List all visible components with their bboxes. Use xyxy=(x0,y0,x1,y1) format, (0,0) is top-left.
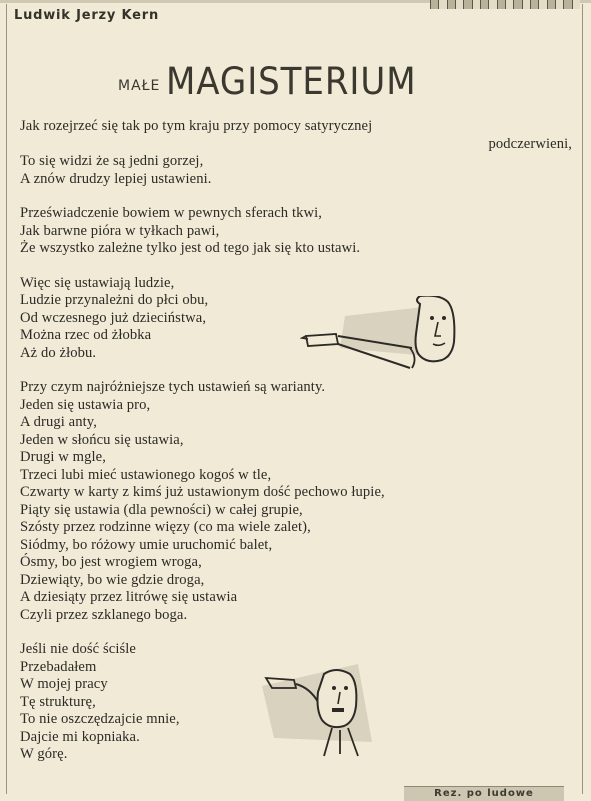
poem-line: Czwarty w karty z kimś już ustawionym dość pechowo łupie, xyxy=(20,484,385,500)
pointing-figure-illustration xyxy=(300,296,480,376)
poem-line: Szósty przez rodzinne więzy (co ma wiele zalet), xyxy=(20,519,311,535)
title-prefix: MAŁE xyxy=(118,78,161,94)
poem-line: Więc się ustawiają ludzie, xyxy=(20,274,175,291)
stanza-4 xyxy=(20,379,572,624)
poem-line: Jak barwne pióra w tyłkach pawi, xyxy=(20,222,220,239)
title-main: MAGISTERIUM xyxy=(166,60,417,103)
poem-line: Czyli przez szklanego boga. xyxy=(20,606,188,623)
poem-line: A dziesiąty przez litrówę się ustawia xyxy=(20,589,238,605)
stanza-2 xyxy=(20,205,572,258)
poem-line: Dziewiąty, bo wie gdzie droga, xyxy=(20,571,205,588)
poem-line: A drugi anty, xyxy=(20,414,97,430)
poem-line: podczerwieni, xyxy=(488,135,572,152)
poem-line: Ósmy, bo jest wrogiem wroga, xyxy=(20,554,202,570)
stanza-1 xyxy=(20,118,572,188)
poem-line: Jeden się ustawia pro, xyxy=(20,396,151,413)
poem-line: Jeden w słońcu się ustawia, xyxy=(20,431,184,448)
poem-line: Można rzec od żłobka xyxy=(20,327,152,343)
poem-line: Siódmy, bo różowy umie uruchomić balet, xyxy=(20,536,273,553)
poem-line: Dajcie mi kopniaka. xyxy=(20,728,140,745)
upward-pointing-figure-illustration xyxy=(262,658,382,758)
poem-line: Przebadałem xyxy=(20,658,97,675)
poem-line: Ludzie przynależni do płci obu, xyxy=(20,292,209,308)
poem-line: To nie oszczędzajcie mnie, xyxy=(20,711,180,727)
footer-tag: Rez. po ludowe xyxy=(404,786,564,801)
poem-line: Przeświadczenie bowiem w pewnych sferach tkwi, xyxy=(20,205,323,221)
poem-line: W górę. xyxy=(20,746,68,762)
poem-line: Jeśli nie dość ściśle xyxy=(20,641,136,657)
poem-line: Drugi w mgle, xyxy=(20,449,107,465)
poem-line: To się widzi że są jedni gorzej, xyxy=(20,153,204,169)
poem-line: Aż do żłobu. xyxy=(20,344,97,361)
author-name: Ludwik Jerzy Kern xyxy=(14,8,160,23)
poem-line: A znów drudzy lepiej ustawieni. xyxy=(20,170,212,187)
poem-line: Piąty się ustawia (dla pewności) w całej grupie, xyxy=(20,501,303,518)
stanza-3 xyxy=(20,275,572,363)
poem-line: Tę strukturę, xyxy=(20,693,96,710)
poem-line: W mojej pracy xyxy=(20,676,108,692)
poem-line: Od wczesnego już dzieciństwa, xyxy=(20,309,207,326)
poem-line: Przy czym najróżniejsze tych ustawień są warianty. xyxy=(20,379,326,395)
poem-title xyxy=(118,56,439,103)
poem-line: Trzeci lubi mieć ustawionego kogoś w tle, xyxy=(20,466,272,483)
poem-line: Że wszystko zależne tylko jest od tego jak się kto ustawi. xyxy=(20,240,361,256)
poem-line: Jak rozejrzeć się tak po tym kraju przy pomocy satyrycznej xyxy=(20,118,373,134)
